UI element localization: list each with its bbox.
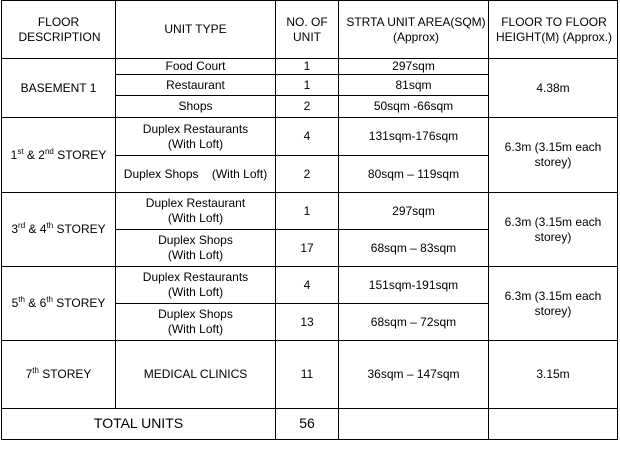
table-row: [2, 267, 618, 304]
total-value-cell: [276, 409, 339, 440]
unit-type-cell: Food Court: [116, 59, 276, 75]
header-floor-text: FLOOR DESCRIPTION: [18, 14, 101, 44]
floor-cell: [2, 341, 116, 409]
unit-type-cell: [116, 193, 276, 230]
floor-cell: [2, 193, 116, 267]
table-row: [2, 118, 618, 156]
total-label-cell: [2, 409, 276, 440]
strata-units-table: [1, 0, 618, 440]
total-empty-area-cell: [339, 409, 489, 440]
unit-type-text: Duplex Shops (With Loft): [158, 307, 233, 336]
floor-label: 1st & 2nd STOREY: [10, 146, 107, 162]
table-row: [2, 193, 618, 230]
unit-count-cell: 1: [276, 193, 339, 230]
unit-type-text: Duplex Shops (With Loft): [123, 166, 268, 181]
unit-type-text: Duplex Restaurants (With Loft): [142, 121, 249, 151]
header-unit-type: [116, 1, 276, 59]
header-height: [489, 1, 618, 59]
unit-count-cell: 2: [276, 156, 339, 193]
table-row: [2, 59, 618, 75]
floor-cell: [2, 59, 116, 118]
unit-area-cell: 131sqm-176sqm: [339, 118, 489, 156]
unit-area-cell: 68sqm – 72sqm: [339, 304, 489, 341]
floor-height-cell: [489, 193, 618, 267]
unit-count-cell: 4: [276, 267, 339, 304]
floor-label: 5th & 6th STOREY: [11, 295, 106, 310]
header-no-of-unit: [276, 1, 339, 59]
floor-height-cell: 4.38m: [489, 59, 618, 118]
unit-area-cell: 50sqm -66sqm: [339, 96, 489, 118]
floor-cell: [2, 118, 116, 193]
unit-type-cell: MEDICAL CLINICS: [116, 341, 276, 409]
total-empty-height-cell: [489, 409, 618, 440]
unit-type-cell: Restaurant: [116, 75, 276, 96]
unit-type-cell: [116, 267, 276, 304]
floor-height-cell: [489, 267, 618, 341]
unit-type-text: Duplex Shops (With Loft): [158, 233, 233, 262]
unit-count-cell: 17: [276, 230, 339, 267]
unit-area-cell: 36sqm – 147sqm: [339, 341, 489, 409]
floor-height-text: 6.3m (3.15m each storey): [504, 288, 602, 318]
unit-type-cell: [116, 230, 276, 267]
unit-area-cell: 297sqm: [339, 59, 489, 75]
floor-cell: [2, 267, 116, 341]
unit-count-cell: 2: [276, 96, 339, 118]
floor-height-text: 6.3m (3.15m each storey): [504, 140, 602, 169]
total-label: TOTAL UNITS: [93, 415, 184, 431]
unit-type-cell: [116, 304, 276, 341]
unit-area-cell: 81sqm: [339, 75, 489, 96]
unit-area-cell: 151sqm-191sqm: [339, 267, 489, 304]
unit-area-cell: 297sqm: [339, 193, 489, 230]
header-area-text: STRTA UNIT AREA(SQM) (Approx): [346, 14, 486, 44]
table-row: [2, 341, 618, 409]
unit-area-cell: 80sqm – 119sqm: [339, 156, 489, 193]
floor-height-cell: 3.15m: [489, 341, 618, 409]
floor-height-cell: [489, 118, 618, 193]
unit-count-cell: 11: [276, 341, 339, 409]
total-value: 56: [299, 415, 315, 431]
unit-count-cell: 4: [276, 118, 339, 156]
unit-type-text: Duplex Restaurant (With Loft): [145, 196, 246, 225]
header-floor-description: [2, 1, 116, 59]
unit-type-cell: [116, 118, 276, 156]
header-unit-type-text: UNIT TYPE: [164, 22, 227, 36]
total-row: [2, 409, 618, 440]
floor-label: 3rd & 4th STOREY: [11, 221, 106, 236]
floor-height-text: 6.3m (3.15m each storey): [504, 214, 602, 244]
unit-type-cell: Shops: [116, 96, 276, 118]
unit-type-cell: [116, 156, 276, 193]
header-height-text: FLOOR TO FLOOR HEIGHT(M) (Approx.): [495, 14, 612, 44]
header-row: [2, 1, 618, 59]
header-area: [339, 1, 489, 59]
unit-count-cell: 1: [276, 75, 339, 96]
floor-label: 7th STOREY: [25, 366, 92, 381]
floor-label: BASEMENT 1: [20, 80, 97, 95]
unit-area-cell: 68sqm – 83sqm: [339, 230, 489, 267]
unit-count-cell: 1: [276, 59, 339, 75]
unit-type-text: Duplex Restaurants (With Loft): [142, 270, 249, 299]
header-no-of-unit-text: NO. OF UNIT: [286, 14, 328, 44]
unit-count-cell: 13: [276, 304, 339, 341]
